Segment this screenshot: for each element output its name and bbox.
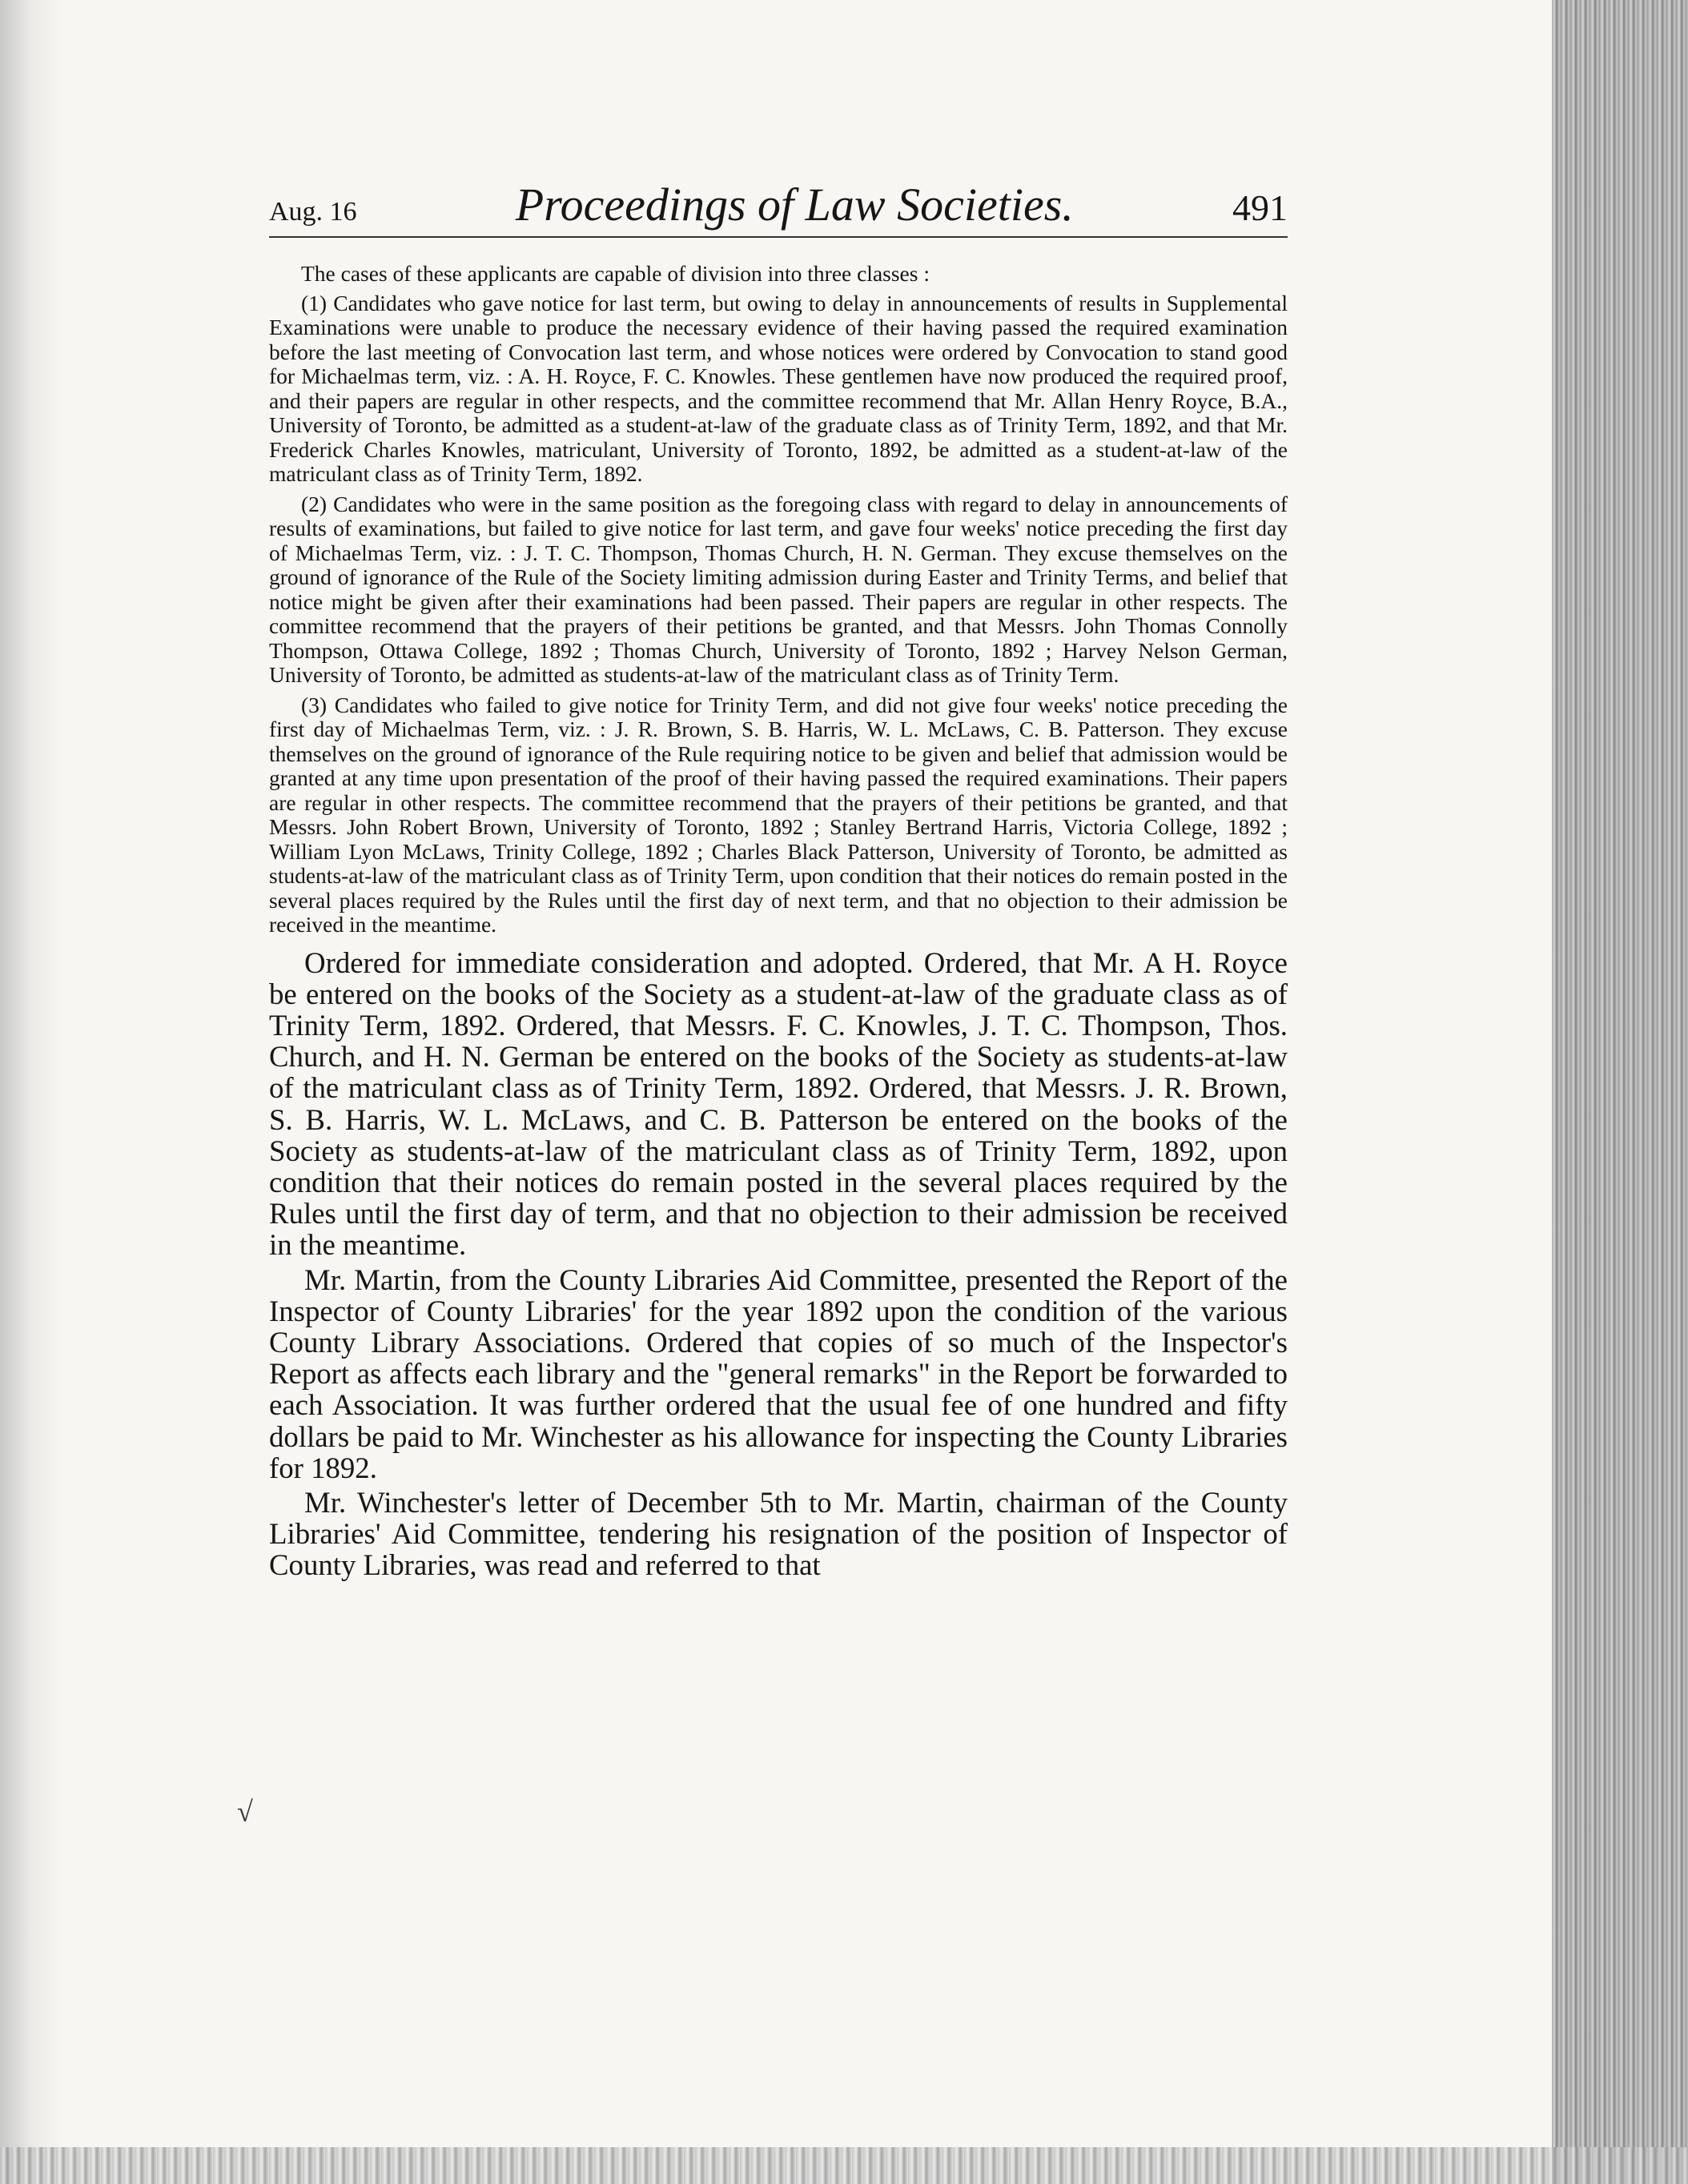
- page-number: 491: [1232, 187, 1288, 228]
- report-class-2: (2) Candidates who were in the same position as the foregoing class with regard to delay in announcements of results of examinations, but failed to give notice for last term, and gave four weeks' notice preceding the first day of Michaelmas Term, viz. : J. T. C. Thompson, Thomas Church, H. N. German. They excuse themselves on the ground of ignorance of the Rule of the Society limiting admission during Easter and Trinity Terms, and belief that notice might be given after their examinations had been passed. Their papers are regular in other respects. The committee recommend that the prayers of their petitions be granted, and that Messrs. John Thomas Connolly Thompson, Ottawa College, 1892 ; Thomas Church, University of Toronto, 1892 ; Harvey Nelson German, University of Toronto, be admitted as students-at-law of the matriculant class as of Trinity Term.: [269, 491, 1288, 687]
- scan-right-edge: [1552, 0, 1688, 2184]
- report-class-1: (1) Candidates who gave notice for last term, but owing to delay in announcements of results in Supplemental Examinations were unable to produce the necessary evidence of their having passed the required examination before the last meeting of Convocation last term, and whose notices were ordered by Convocation to stand good for Michaelmas term, viz. : A. H. Royce, F. C. Knowles. These gentlemen have now produced the required proof, and their papers are regular in other respects, and the committee recommend that Mr. Allan Henry Royce, B.A., University of Toronto, be admitted as a student-at-law of the graduate class as of Trinity Term, 1892, and that Mr. Frederick Charles Knowles, matriculant, University of Toronto, 1892, be admitted as a student-at-law of the matriculant class as of Trinity Term, 1892.: [269, 290, 1288, 486]
- margin-check-mark: √: [237, 1796, 253, 1828]
- scan-bottom-edge: [0, 2147, 1688, 2184]
- running-header: [269, 178, 1288, 238]
- proceedings-body: [269, 947, 1288, 1581]
- report-intro: The cases of these applicants are capable of division into three classes :: [301, 261, 930, 286]
- scan-left-edge: [0, 0, 64, 2184]
- committee-report: [269, 262, 1288, 937]
- document-page: [269, 178, 1288, 1584]
- header-title: Proceedings of Law Societies.: [515, 179, 1074, 231]
- report-class-3: (3) Candidates who failed to give notice for Trinity Term, and did not give four weeks' notice preceding the first day of Michaelmas Term, viz. : J. R. Brown, S. B. Harris, W. L. McLaws, C. B. Patterson. They excuse themselves on the ground of ignorance of the Rule requiring notice to be given and belief that admission would be granted at any time upon presentation of the proof of their having passed the required examinations. Their papers are regular in other respects. The committee recommend that the prayers of their petitions be granted, and that Messrs. John Robert Brown, University of Toronto, 1892 ; Stanley Bertrand Harris, Victoria College, 1892 ; William Lyon McLaws, Trinity College, 1892 ; Charles Black Patterson, University of Toronto, be admitted as students-at-law of the matriculant class as of Trinity Term, upon condition that their notices do remain posted in the several places required by the Rules until the first day of next term, and that no objection to their admission be received in the meantime.: [269, 692, 1288, 937]
- header-date: Aug. 16: [269, 197, 357, 227]
- paragraph-orders: Ordered for immediate consideration and adopted. Ordered, that Mr. A H. Royce be entered on the books of the Society as a student-at-law of the graduate class as of Trinity Term, 1892. Ordered, that Messrs. F. C. Knowles, J. T. C. Thompson, Thos. Church, and H. N. German be entered on the books of the Society as students-at-law of the matriculant class as of Trinity Term, 1892. Ordered, that Messrs. J. R. Brown, S. B. Harris, W. L. McLaws, and C. B. Patterson be entered on the books of the Society as students-at-law of the matriculant class as of Trinity Term, 1892, upon condition that their notices do remain posted in the several places required by the Rules until the first day of term, and that no objection to their admission be received in the meantime.: [269, 945, 1288, 1262]
- paragraph-resignation: Mr. Winchester's letter of December 5th to Mr. Martin, chairman of the County Libraries' Aid Committee, tendering his resignation of the position of Inspector of County Libraries, was read and referred to that: [269, 1485, 1288, 1582]
- paragraph-libraries-report: Mr. Martin, from the County Libraries Aid Committee, presented the Report of the Inspector of County Libraries' for the year 1892 upon the condition of the various County Library Associations. Ordered that copies of so much of the Inspector's Report as affects each library and the "general remarks" in the Report be forwarded to each Association. It was further ordered that the usual fee of one hundred and fifty dollars be paid to Mr. Winchester as his allowance for inspecting the County Libraries for 1892.: [269, 1263, 1288, 1484]
